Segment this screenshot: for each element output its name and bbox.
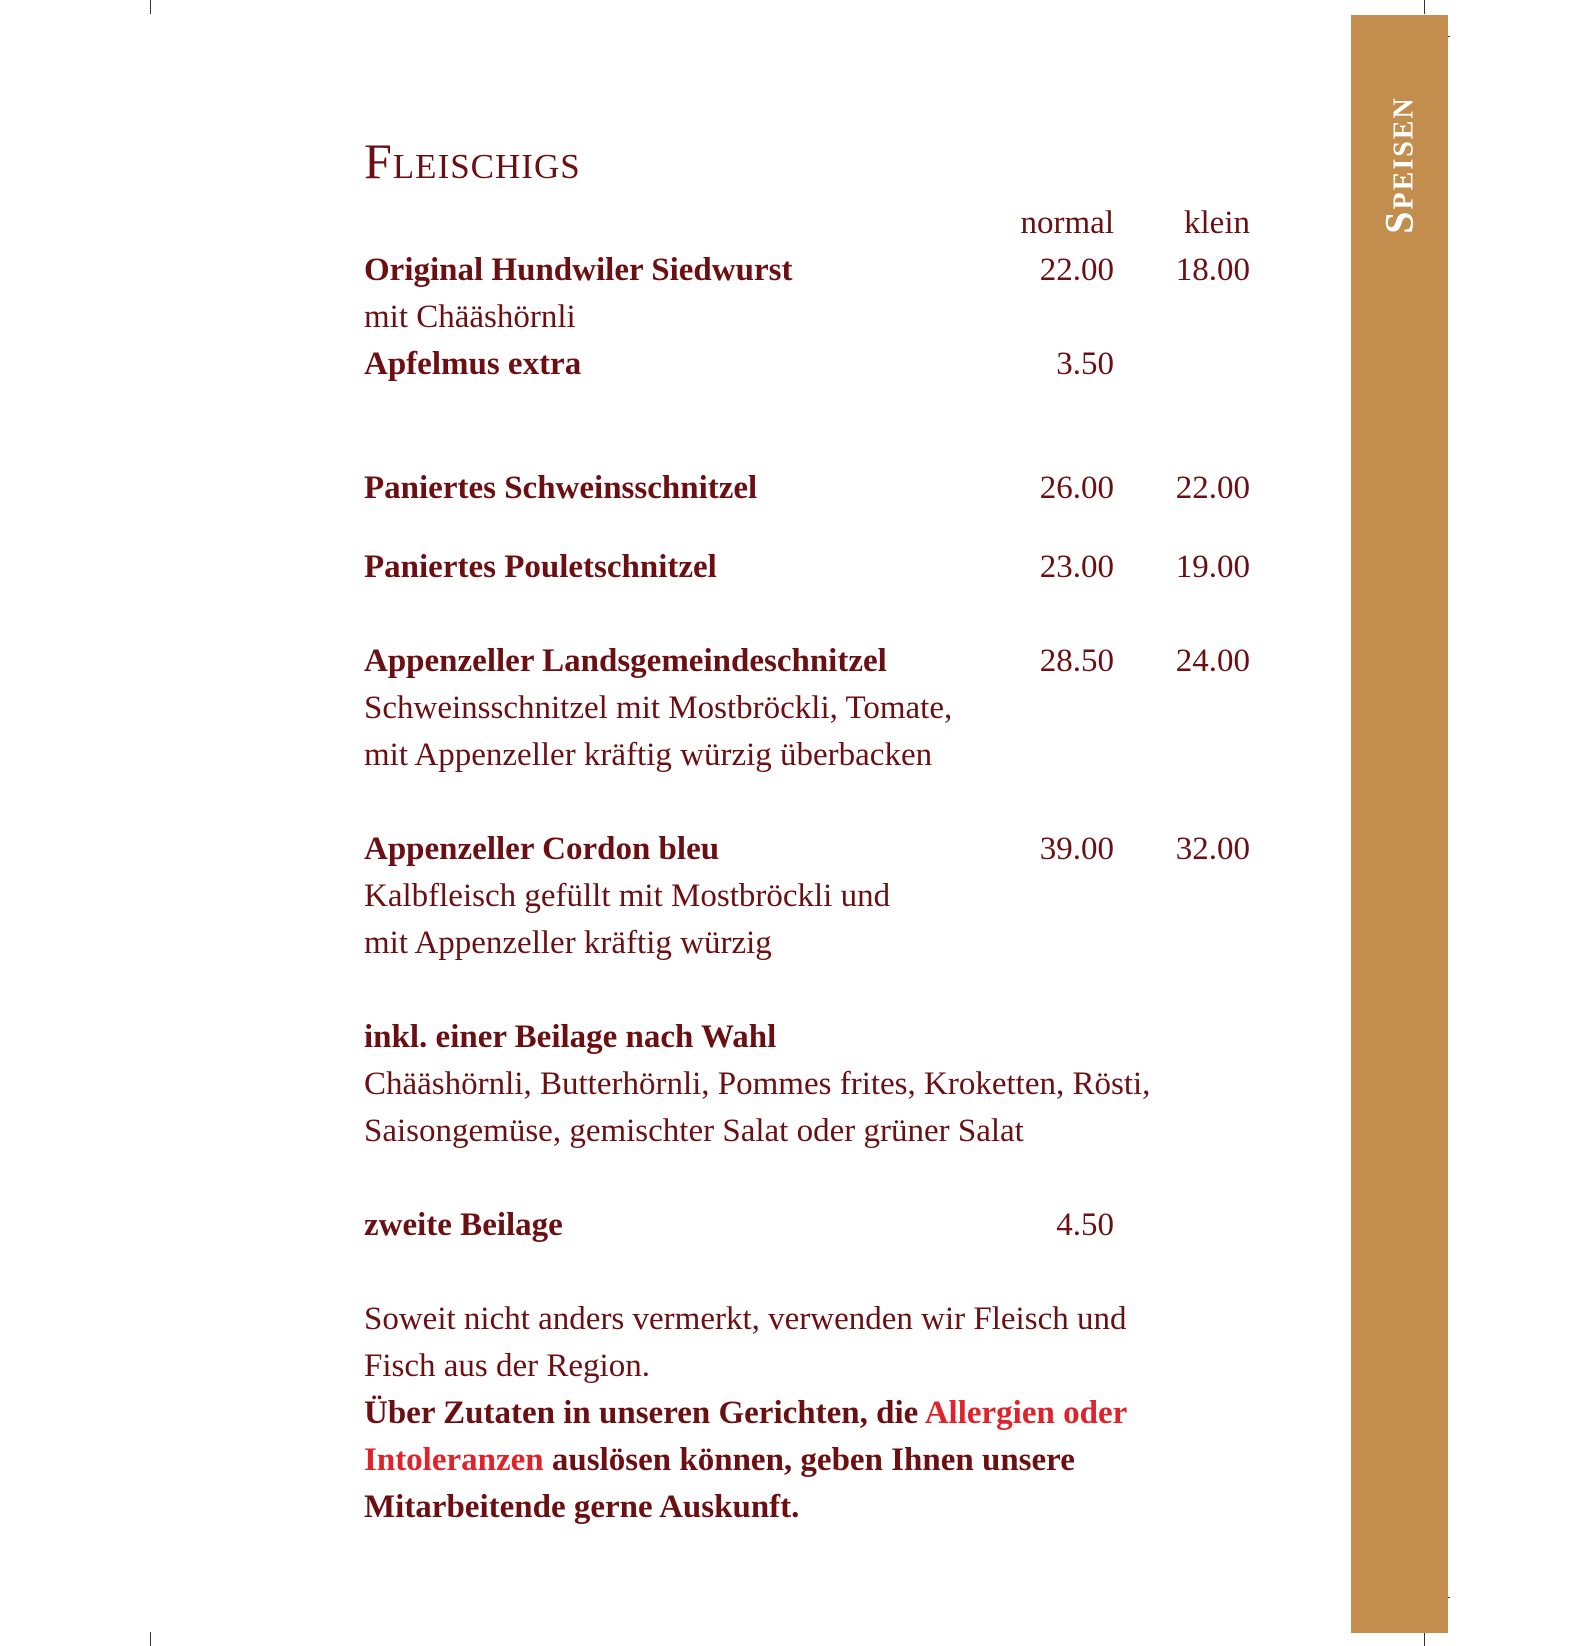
price-klein: 24.00: [1175, 643, 1250, 679]
menu-item-description: Kalbfleisch gefüllt mit Mostbröckli und: [364, 878, 891, 914]
crop-mark: [1424, 0, 1425, 14]
sidebar-label: Speisen: [1376, 96, 1422, 234]
price-normal: 22.00: [1039, 252, 1114, 288]
menu-item-name: Apfelmus extra: [364, 346, 582, 382]
crop-mark: [150, 1632, 151, 1646]
allergy-highlight: Intoleranzen: [364, 1442, 544, 1478]
menu-item-name: Original Hundwiler Siedwurst: [364, 252, 793, 288]
menu-item-description: Chääshörnli, Butterhörnli, Pommes frites, Kroketten, Rösti,: [364, 1066, 1151, 1102]
price-normal: 39.00: [1039, 831, 1114, 867]
allergy-highlight: Allergien oder: [924, 1395, 1128, 1431]
sidebar-band: [1351, 15, 1448, 1633]
menu-item-description: Saisongemüse, gemischter Salat oder grüner Salat: [364, 1113, 1024, 1149]
price-normal: 3.50: [1056, 346, 1114, 382]
menu-item-description: mit Appenzeller kräftig würzig: [364, 925, 772, 961]
menu-item-name: Appenzeller Cordon bleu: [364, 831, 720, 867]
crop-mark: [1424, 1632, 1425, 1646]
price-normal: 23.00: [1039, 549, 1114, 585]
allergy-note: [364, 1440, 1075, 1480]
menu-item-description: Schweinsschnitzel mit Mostbröckli, Tomate,: [364, 690, 953, 726]
menu-item-description: mit Chääshörnli: [364, 299, 576, 335]
allergy-note: Mitarbeitende gerne Auskunft.: [364, 1489, 800, 1525]
price-normal: 26.00: [1039, 470, 1114, 506]
price-normal: 28.50: [1039, 643, 1114, 679]
menu-item-name: Appenzeller Landsgemeindeschnitzel: [364, 643, 887, 679]
section-title: Fleischigs: [364, 133, 581, 189]
footer-note: Fisch aus der Region.: [364, 1348, 650, 1384]
crop-mark: [150, 0, 151, 14]
column-header-klein: klein: [1184, 205, 1250, 241]
menu-item-name: Paniertes Pouletschnitzel: [364, 549, 717, 585]
menu-item-name: zweite Beilage: [364, 1207, 563, 1243]
price-normal: 4.50: [1056, 1207, 1114, 1243]
menu-item-name: inkl. einer Beilage nach Wahl: [364, 1019, 777, 1055]
price-klein: 32.00: [1175, 831, 1250, 867]
menu-item-name: Paniertes Schweinsschnitzel: [364, 470, 758, 506]
allergy-note-text: Über Zutaten in unseren Gerichten, die: [364, 1395, 925, 1431]
column-header-normal: normal: [1020, 205, 1114, 241]
allergy-note: [364, 1393, 1127, 1433]
price-klein: 19.00: [1175, 549, 1250, 585]
price-klein: 22.00: [1175, 470, 1250, 506]
allergy-note-text: auslösen können, geben Ihnen unsere: [543, 1442, 1075, 1478]
footer-note: Soweit nicht anders vermerkt, verwenden wir Fleisch und: [364, 1301, 1127, 1337]
price-klein: 18.00: [1175, 252, 1250, 288]
menu-item-description: mit Appenzeller kräftig würzig überbacken: [364, 737, 933, 773]
